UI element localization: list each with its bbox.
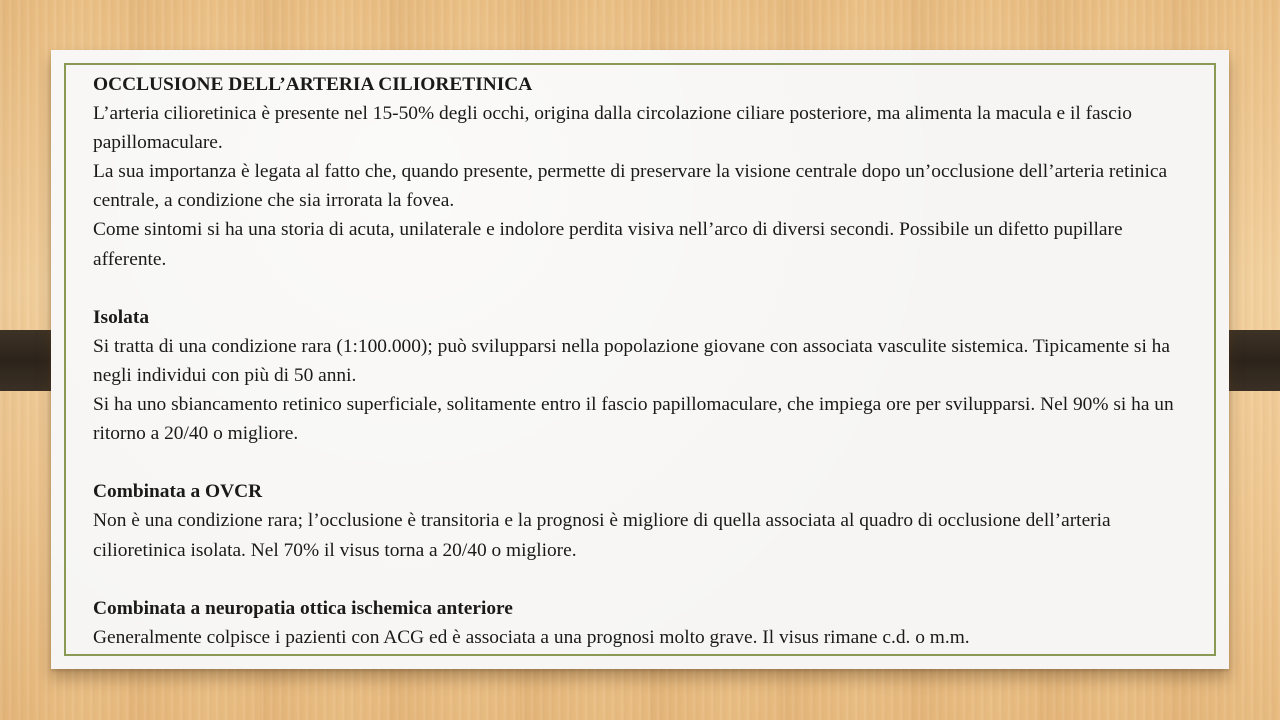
intro-paragraph-1: L’arteria cilioretinica è presente nel 15-50% degli occhi, origina dalla circolazione ciliare posteriore, ma alimenta la macula e il fascio papillomaculare. — [93, 103, 1132, 154]
slide-title: OCCLUSIONE DELL’ARTERIA CILIORETINICA — [93, 74, 533, 95]
spacer — [93, 565, 1193, 594]
slide-content — [93, 70, 1193, 652]
section-heading-ovcr: Combinata a OVCR — [93, 481, 263, 503]
spacer — [93, 448, 1193, 477]
section-heading-isolata: Isolata — [93, 306, 150, 328]
intro-paragraph-3: Come sintomi si ha una storia di acuta, unilaterale e indolore perdita visiva nell’arco di diversi secondi. Possibile un difetto pupillare afferente. — [93, 219, 1123, 270]
spacer — [93, 274, 1193, 303]
section-ovcr-paragraph-1: Non è una condizione rara; l’occlusione è transitoria e la prognosi è migliore di quella associata al quadro di occlusione dell’arteria cilioretinica isolata. Nel 70% il visus torna a 20/40 o migliore. — [93, 510, 1111, 561]
section-isolata-paragraph-1: Si tratta di una condizione rara (1:100.000); può svilupparsi nella popolazione giovane con associata vasculite sistemica. Tipicamente si ha negli individui con più di 50 anni. — [93, 335, 1170, 386]
slide-paper — [51, 50, 1229, 669]
section-neuropatia-paragraph-1: Generalmente colpisce i pazienti con ACG ed è associata a una prognosi molto grave. Il visus rimane c.d. o m.m. — [93, 626, 970, 648]
section-isolata-paragraph-2: Si ha uno sbiancamento retinico superficiale, solitamente entro il fascio papillomaculare, che impiega ore per svilupparsi. Nel 90% si ha un ritorno a 20/40 o migliore. — [93, 394, 1174, 445]
section-heading-neuropatia: Combinata a neuropatia ottica ischemica anteriore — [93, 597, 513, 619]
intro-paragraph-2: La sua importanza è legata al fatto che, quando presente, permette di preservare la visione centrale dopo un’occlusione dell’arteria retinica centrale, a condizione che sia irrorata la fovea. — [93, 161, 1168, 212]
